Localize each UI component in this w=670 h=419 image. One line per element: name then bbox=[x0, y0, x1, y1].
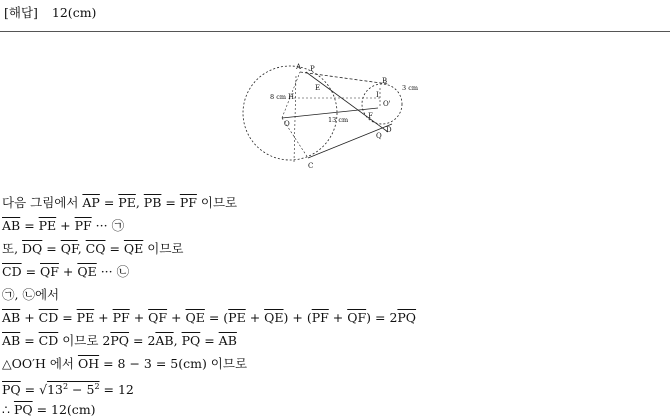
big-circle bbox=[243, 66, 337, 160]
label-8cm: 8 cm bbox=[270, 93, 287, 101]
geometry-figure bbox=[240, 58, 440, 178]
label-F: F bbox=[368, 112, 373, 120]
label-A: A bbox=[296, 63, 302, 71]
label-C: C bbox=[308, 162, 314, 170]
solution-line-2: $\overline{AB} = \overline{PE} + \overline{PF}$ ··· ㉠ bbox=[2, 218, 125, 233]
label-I: I bbox=[376, 91, 379, 99]
solution-line-1: 다음 그림에서 $\overline{AP} = \overline{PE}$, $\overline{PB} = \overline{PF}$ 이므로 bbox=[2, 195, 238, 210]
label-E: E bbox=[315, 84, 321, 92]
answer-label: [해답] bbox=[4, 5, 38, 20]
label-13cm: 13 cm bbox=[328, 116, 349, 124]
solution-line-6: $\overline{AB} + \overline{CD} = \overline{PE} + \overline{PF} + \overline{QF} + \overline{QE} = (\overline{PE} + \overline{QE}) + (\overline{PF} + \overline{QF}) = 2\overline{PQ}$ bbox=[2, 310, 417, 325]
label-Q: Q bbox=[376, 132, 382, 140]
solution-line-3: 또, $\overline{DQ} = \overline{QF}$, $\overline{CQ} = \overline{QE}$ 이므로 bbox=[2, 241, 184, 256]
label-D: D bbox=[386, 126, 392, 134]
solution-line-9: $\overline{PQ} = √13^2 - 5^2 = 12$ bbox=[2, 382, 134, 397]
solution-line-4: $\overline{CD} = \overline{QF} + \overline{QE}$ ··· ㉡ bbox=[2, 264, 130, 279]
label-O-prime: O' bbox=[383, 100, 391, 108]
divider bbox=[0, 31, 670, 32]
solution-line-10: ∴ $\overline{PQ} = 12(cm)$ bbox=[2, 402, 96, 417]
solution-line-5: ㉠, ㉡에서 bbox=[2, 287, 60, 302]
answer-value: 12(cm) bbox=[51, 5, 97, 20]
answer-line bbox=[4, 3, 96, 21]
label-O: O bbox=[284, 120, 290, 128]
solution-line-7: $\overline{AB} = \overline{CD}$ 이므로 $2\overline{PQ} = 2\overline{AB}$, $\overline{PQ} = \overline{AB}$ bbox=[2, 333, 237, 348]
solution-line-8: △OO′H 에서 $\overline{OH} = 8 - 3 = 5(cm)$ 이므로 bbox=[2, 356, 248, 371]
label-3cm: 3 cm bbox=[402, 84, 419, 92]
label-H: H bbox=[288, 93, 295, 101]
label-B: B bbox=[382, 77, 388, 85]
label-P: P bbox=[310, 65, 315, 73]
